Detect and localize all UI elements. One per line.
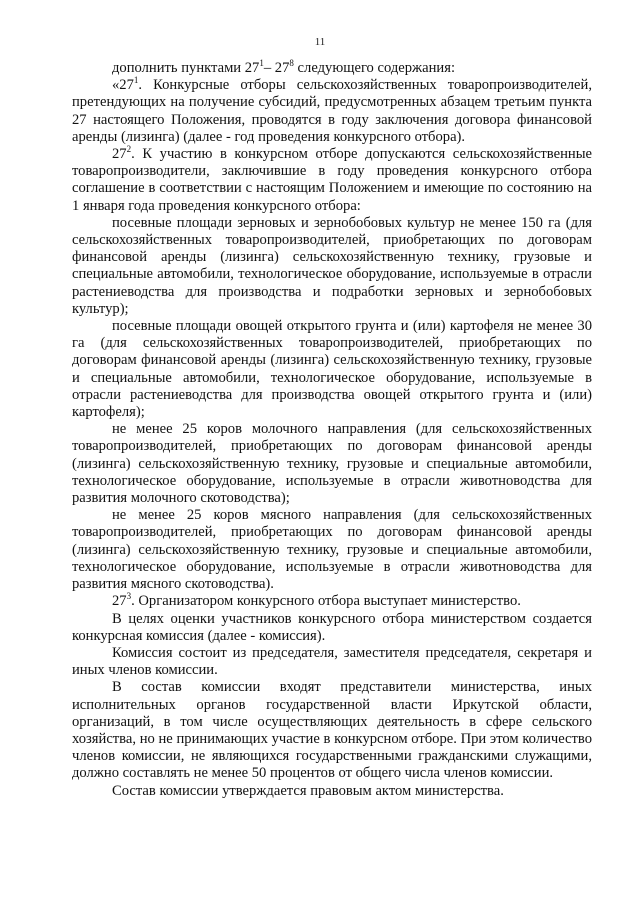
page-number: 11 [314,36,326,48]
paragraph-27-1 [72,77,592,146]
clause-superscript: 3 [126,591,132,602]
paragraph-commission-members: Комиссия состоит из председателя, заместителя председателя, секретаря и иных членов комиссии. [72,644,592,679]
paragraph-intro [72,60,592,77]
clause-text: . Организатором конкурсного отбора выступает министерство. [131,593,521,610]
clause-text: . К участию в конкурсном отборе допускаются сельскохозяйственные товаропроизводители, заключившие в году проведения конкурсного отбора соглашение в соответствии с настоящим Положением и имеющие по состоянию на 1 января года проведения конкурсного отбора: [72,146,592,214]
intro-superscript-1: 1 [259,58,264,69]
paragraph-grain-area: посевные площади зерновых и зернобобовых культур не менее 150 га (для сельскохозяйственных товаропроизводителей, приобретающих по договорам финансовой аренды (лизинга) сельскохозяйственную технику, грузовые и специальные автомобили, технологическое оборудование, используемые в отрасли растениеводства для производства и подработки зерновых и зернобобовых культур); [72,214,592,317]
intro-superscript-8: 8 [289,58,294,69]
intro-text-mid: – 27 [263,60,290,76]
clause-number: 27 [112,593,127,610]
paragraph-commission-approval: Состав комиссии утверждается правовым актом министерства. [112,782,504,799]
paragraph-commission-composition: В состав комиссии входят представители министерства, иных исполнительных органов государственной власти Иркутской области, организаций, в том числе осуществляющих деятельность в сфере сельского хозяйства, но не принимающих участие в конкурсном отборе. При этом количество членов комиссии, не являющихся государственными гражданскими служащими, должно составлять не менее 50 процентов от общего числа членов комиссии. [72,679,592,782]
paragraph-commission-creation: В целях оценки участников конкурсного отбора министерством создается конкурсная комиссия (далее - комиссия). [72,610,592,644]
paragraph-vegetable-area: посевные площади овощей открытого грунта и (или) картофеля не менее 30 га (для сельскохозяйственных товаропроизводителей, приобретающих по договорам финансовой аренды (лизинга) сельскохозяйственную технику, грузовые и специальные автомобили, технологическое оборудование, используемые в отрасли растениеводства для производства овощей открытого грунта и (или) картофеля); [72,318,592,421]
paragraph-dairy-cows: не менее 25 коров молочного направления (для сельскохозяйственных товаропроизводителей, приобретающих по договорам финансовой аренды (лизинга) сельскохозяйственную технику, грузовые и специальные автомобили, технологическое оборудование, используемые в отрасли животноводства для развития молочного скотоводства); [72,421,592,507]
clause-text: . Конкурсные отборы сельскохозяйственных товаропроизводителей, претендующих на получение субсидий, предусмотренных абзацем третьим пункта 27 настоящего Положения, проводятся в году заключения договора финансовой аренды (лизинга) (далее - год проведения конкурсного отбора). [72,77,592,145]
clause-number: 27 [112,146,127,163]
intro-text-start: дополнить пунктами 27 [112,60,260,76]
clause-superscript: 1 [133,75,139,86]
paragraph-27-3 [72,593,592,610]
clause-number: «27 [112,77,134,94]
paragraph-27-2 [72,146,592,215]
document-body [72,60,592,800]
clause-superscript: 2 [126,144,132,155]
paragraph-beef-cows: не менее 25 коров мясного направления (для сельскохозяйственных товаропроизводителей, приобретающих по договорам финансовой аренды (лизинга) сельскохозяйственную технику, грузовые и специальные автомобили, технологическое оборудование, используемые в отрасли животноводства для развития мясного скотоводства). [72,507,592,593]
intro-text-end: следующего содержания: [293,60,456,76]
